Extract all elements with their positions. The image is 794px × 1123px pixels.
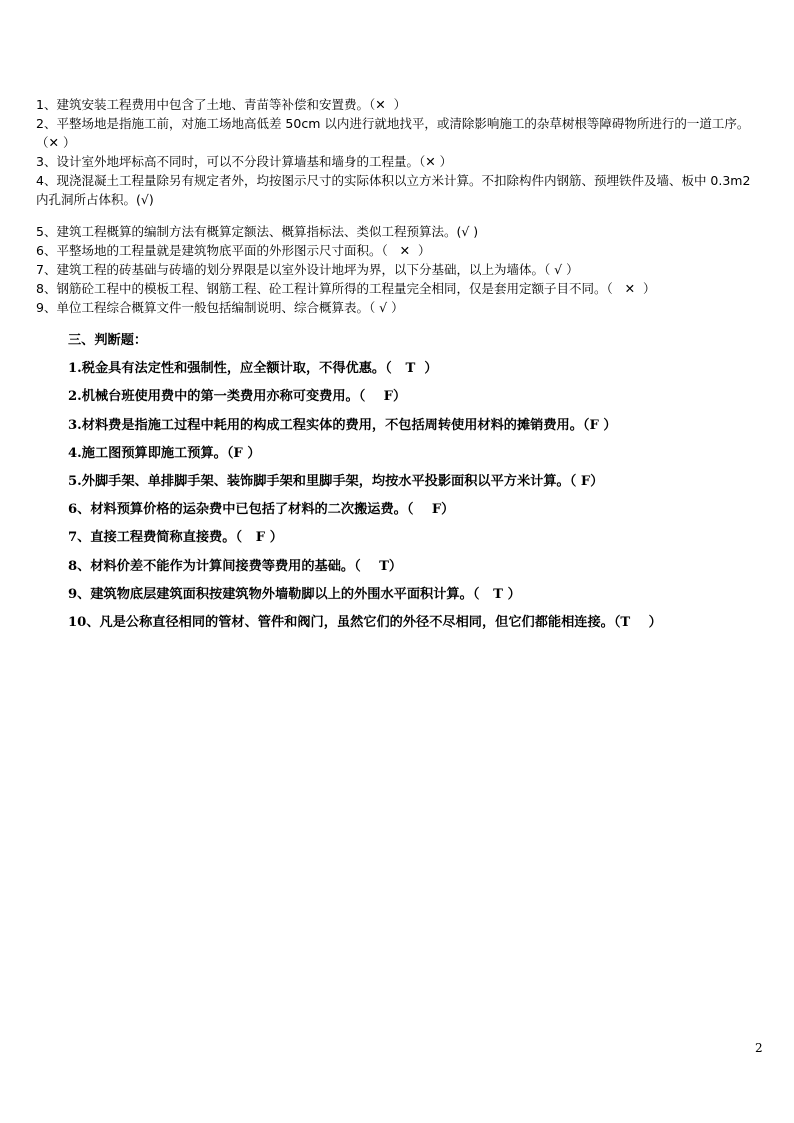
list-item: 1、建筑安装工程费用中包含了土地、青苗等补偿和安置费。（✕ ） xyxy=(36,97,407,112)
list-item: 9、单位工程综合概算文件一般包括编制说明、综合概算表。（ √ ） xyxy=(36,300,404,315)
question-item: 7、直接工程费简称直接费。（ F ） xyxy=(68,530,283,546)
page-number: 2 xyxy=(755,1041,763,1055)
question-item: 5.外脚手架、单排脚手架、装饰脚手架和里脚手架，均按水平投影面积以平方米计算。（ F） xyxy=(68,474,604,490)
question-item: 4.施工图预算即施工预算。（F ） xyxy=(68,445,261,461)
judgment-section xyxy=(68,327,768,637)
list-item: 6、平整场地的工程量就是建筑物底平面的外形图示尺寸面积。（ ✕ ） xyxy=(36,243,431,258)
question-item: 10、凡是公称直径相同的管材、管件和阀门，虽然它们的外径不尽相同，但它们都能相连接。（T ） xyxy=(68,615,662,631)
question-item: 3.材料费是指施工过程中耗用的构成工程实体的费用，不包括周转使用材料的摊销费用。（F ） xyxy=(68,417,617,433)
question-item: 8、材料价差不能作为计算间接费等费用的基础。（ T） xyxy=(68,558,403,574)
list-item: 4、现浇混凝土工程量除另有规定者外，均按图示尺寸的实际体积以立方米计算。不扣除构件内钢筋、预埋铁件及墙、板中 0.3m2 内孔洞所占体积。(√) xyxy=(36,173,755,207)
true-false-list-part-2 xyxy=(36,222,766,317)
question-item: 2.机械台班使用费中的第一类费用亦称可变费用。（ F） xyxy=(68,389,407,405)
list-item: 7、建筑工程的砖基础与砖墙的划分界限是以室外设计地坪为界，以下分基础，以上为墙体。（ √ ） xyxy=(36,262,579,277)
question-item: 6、材料预算价格的运杂费中已包括了材料的二次搬运费。（ F） xyxy=(68,502,455,518)
section-heading: 三、判断题： xyxy=(68,333,148,348)
list-item: 8、钢筋砼工程中的模板工程、钢筋工程、砼工程计算所得的工程量完全相同，仅是套用定额子目不同。（ ✕ ） xyxy=(36,281,656,296)
list-item: 2、平整场地是指施工前，对施工场地高低差 50cm 以内进行就地找平，或清除影响施工的杂草树根等障碍物所进行的一道工序。（✕ ） xyxy=(36,116,750,150)
true-false-list-part-1 xyxy=(36,95,766,209)
list-item: 3、设计室外地坪标高不同时，可以不分段计算墙基和墙身的工程量。（✕ ） xyxy=(36,154,453,169)
question-item: 1.税金具有法定性和强制性，应全额计取，不得优惠。（ T ） xyxy=(68,361,438,377)
question-item: 9、建筑物底层建筑面积按建筑物外墙勒脚以上的外围水平面积计算。（ T ） xyxy=(68,586,521,602)
list-item: 5、建筑工程概算的编制方法有概算定额法、概算指标法、类似工程预算法。(√ ) xyxy=(36,224,479,239)
